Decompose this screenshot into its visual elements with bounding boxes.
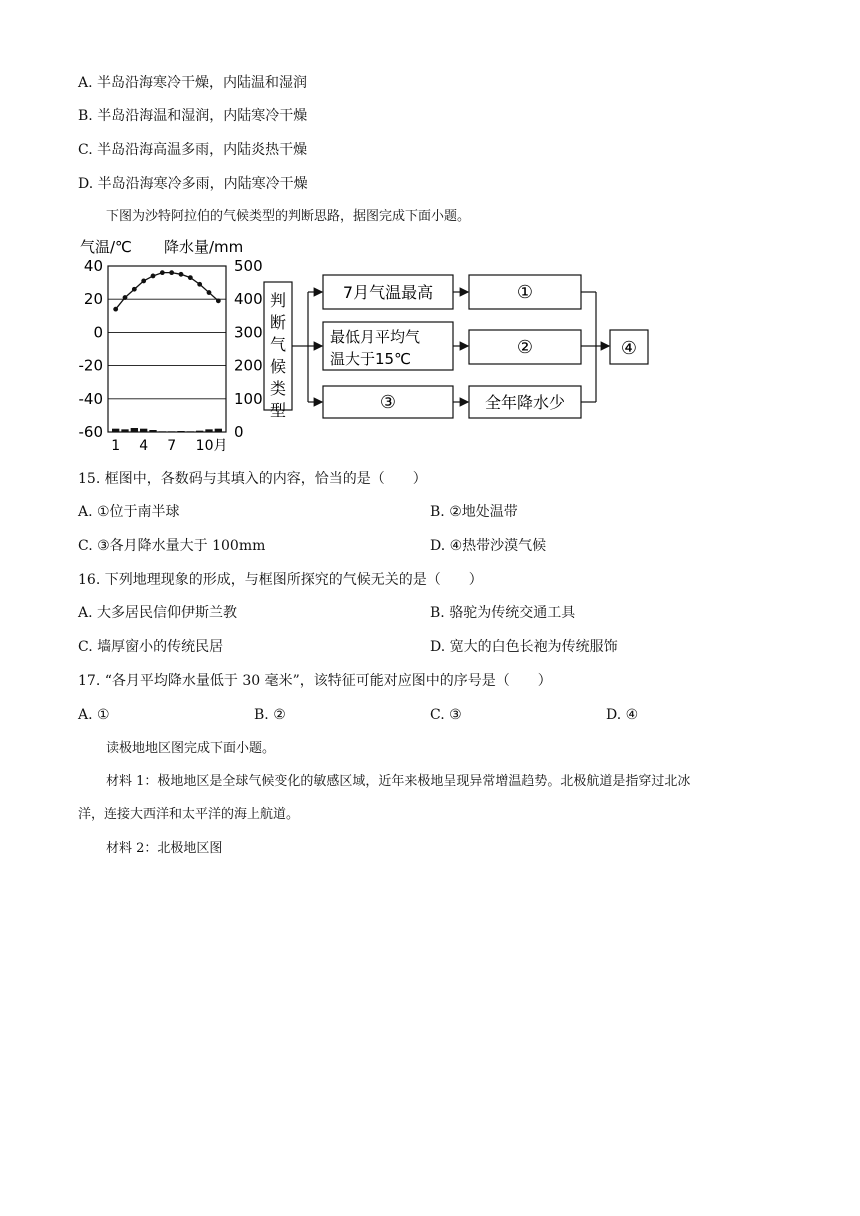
q17-option-c: C. ③: [430, 707, 462, 723]
climate-chart: [78, 236, 268, 458]
y-tick-label: -60: [78, 423, 103, 441]
box-min-temp-line2: 温大于15℃: [330, 350, 411, 368]
temperature-point: [207, 290, 212, 295]
start-box-char: 候: [269, 357, 287, 376]
temperature-line: [113, 270, 220, 311]
precipitation-bar: [196, 431, 203, 432]
q16-option-c: C. 墙厚窗小的传统民居: [78, 639, 224, 655]
start-box-text: [270, 291, 286, 420]
y2-tick-label: 200: [234, 356, 263, 375]
q17-option-b: B. ②: [254, 707, 286, 723]
y2-tick-label: 400: [234, 290, 263, 309]
temperature-point: [179, 272, 184, 277]
material1-line2: 洋，连接大西洋和太平洋的海上航道。: [78, 807, 300, 822]
q16-option-a: A. 大多居民信仰伊斯兰教: [78, 605, 238, 621]
q16-option-b: B. 骆驼为传统交通工具: [430, 605, 576, 621]
start-box-char: 气: [269, 335, 287, 354]
start-box-char: 型: [269, 401, 287, 420]
temperature-point: [216, 298, 221, 303]
precipitation-bar: [187, 431, 194, 432]
precipitation-bar: [121, 429, 128, 432]
temperature-point: [123, 295, 128, 300]
precipitation-bar: [131, 428, 138, 432]
q15-option-c: C. ③各月降水量大于 100mm: [78, 538, 266, 554]
temperature-point: [132, 287, 137, 292]
box-3-text: ③: [379, 392, 397, 413]
precipitation-bar: [112, 429, 119, 432]
x-ticks: [111, 438, 227, 454]
y-tick-label: 0: [93, 323, 103, 342]
y-axis-label: 气温/℃: [80, 238, 132, 256]
temperature-curve: [116, 273, 219, 310]
temperature-point: [113, 307, 118, 312]
option-a: A. 半岛沿海寒冷干燥，内陆温和湿润: [78, 75, 308, 91]
option-d: D. 半岛沿海寒冷多雨，内陆寒冷干燥: [78, 176, 308, 192]
q17-stem: 17. “各月平均降水量低于 30 毫米”，该特征可能对应图中的序号是（ ）: [78, 673, 552, 689]
q15-option-b: B. ②地处温带: [430, 504, 518, 520]
y-tick-label: 20: [83, 290, 103, 309]
flowchart-svg: [262, 266, 662, 426]
q15-option-a: A. ①位于南半球: [78, 504, 180, 520]
box-july-max-text: 7月气温最高: [342, 283, 434, 302]
box-4-text: ④: [620, 338, 638, 359]
y-ticks: [79, 257, 104, 441]
box-min-temp-line1: 最低月平均气: [330, 328, 421, 346]
q17-option-a: A. ①: [78, 707, 110, 723]
y-tick-label: -40: [78, 389, 103, 408]
box-low-rain-text: 全年降水少: [484, 393, 566, 412]
temperature-point: [169, 270, 174, 275]
temperature-point: [160, 270, 165, 275]
q15-stem: 15. 框图中，各数码与其填入的内容，恰当的是（ ）: [78, 471, 427, 487]
start-box-char: 判: [269, 291, 287, 310]
y-tick-label: -20: [78, 356, 103, 375]
x-tick-label: 7: [167, 438, 177, 454]
y2-ticks: [234, 257, 263, 441]
y2-tick-label: 100: [234, 389, 263, 408]
intro2-text: 读极地地区图完成下面小题。: [106, 741, 276, 756]
box-2-text: ②: [516, 337, 534, 358]
y2-tick-label: 300: [234, 323, 263, 342]
y2-tick-label: 0: [234, 423, 244, 441]
y2-tick-label: 500: [234, 257, 263, 275]
y-tick-label: 40: [83, 257, 103, 275]
precipitation-bar: [159, 431, 166, 432]
start-box-char: 类: [269, 379, 287, 398]
x-tick-label: 1: [111, 438, 121, 454]
q15-option-d: D. ④热带沙漠气候: [430, 538, 547, 554]
precipitation-bar: [177, 431, 184, 432]
y2-axis-label: 降水量/mm: [164, 238, 244, 256]
precipitation-bar: [168, 431, 175, 432]
precipitation-bar: [149, 430, 156, 432]
precipitation-bar: [215, 429, 222, 432]
climate-chart-svg: [78, 236, 268, 458]
q16-stem: 16. 下列地理现象的形成，与框图所探究的气候无关的是（ ）: [78, 572, 483, 588]
option-b: B. 半岛沿海温和湿润，内陆寒冷干燥: [78, 108, 308, 124]
precipitation-bar: [140, 429, 147, 432]
option-c: C. 半岛沿海高温多雨，内陆炎热干燥: [78, 142, 308, 158]
x-tick-label: 10月: [195, 438, 228, 454]
q16-option-d: D. 宽大的白色长袍为传统服饰: [430, 639, 618, 655]
flowchart: [262, 266, 662, 426]
material1-line1: 材料 1：极地地区是全球气候变化的敏感区域，近年来极地呈现异常增温趋势。北极航道是指穿过北冰: [106, 774, 691, 789]
temperature-point: [188, 275, 193, 280]
x-tick-label: 4: [139, 438, 149, 454]
material2-text: 材料 2：北极地区图: [106, 841, 223, 856]
intro-text: 下图为沙特阿拉伯的气候类型的判断思路，据图完成下面小题。: [106, 209, 471, 224]
precipitation-bar: [205, 429, 212, 432]
q17-option-d: D. ④: [606, 707, 639, 723]
temperature-point: [151, 274, 156, 279]
start-box-char: 断: [269, 313, 287, 332]
box-1-text: ①: [516, 282, 534, 303]
temperature-point: [141, 279, 146, 284]
temperature-point: [197, 282, 202, 287]
